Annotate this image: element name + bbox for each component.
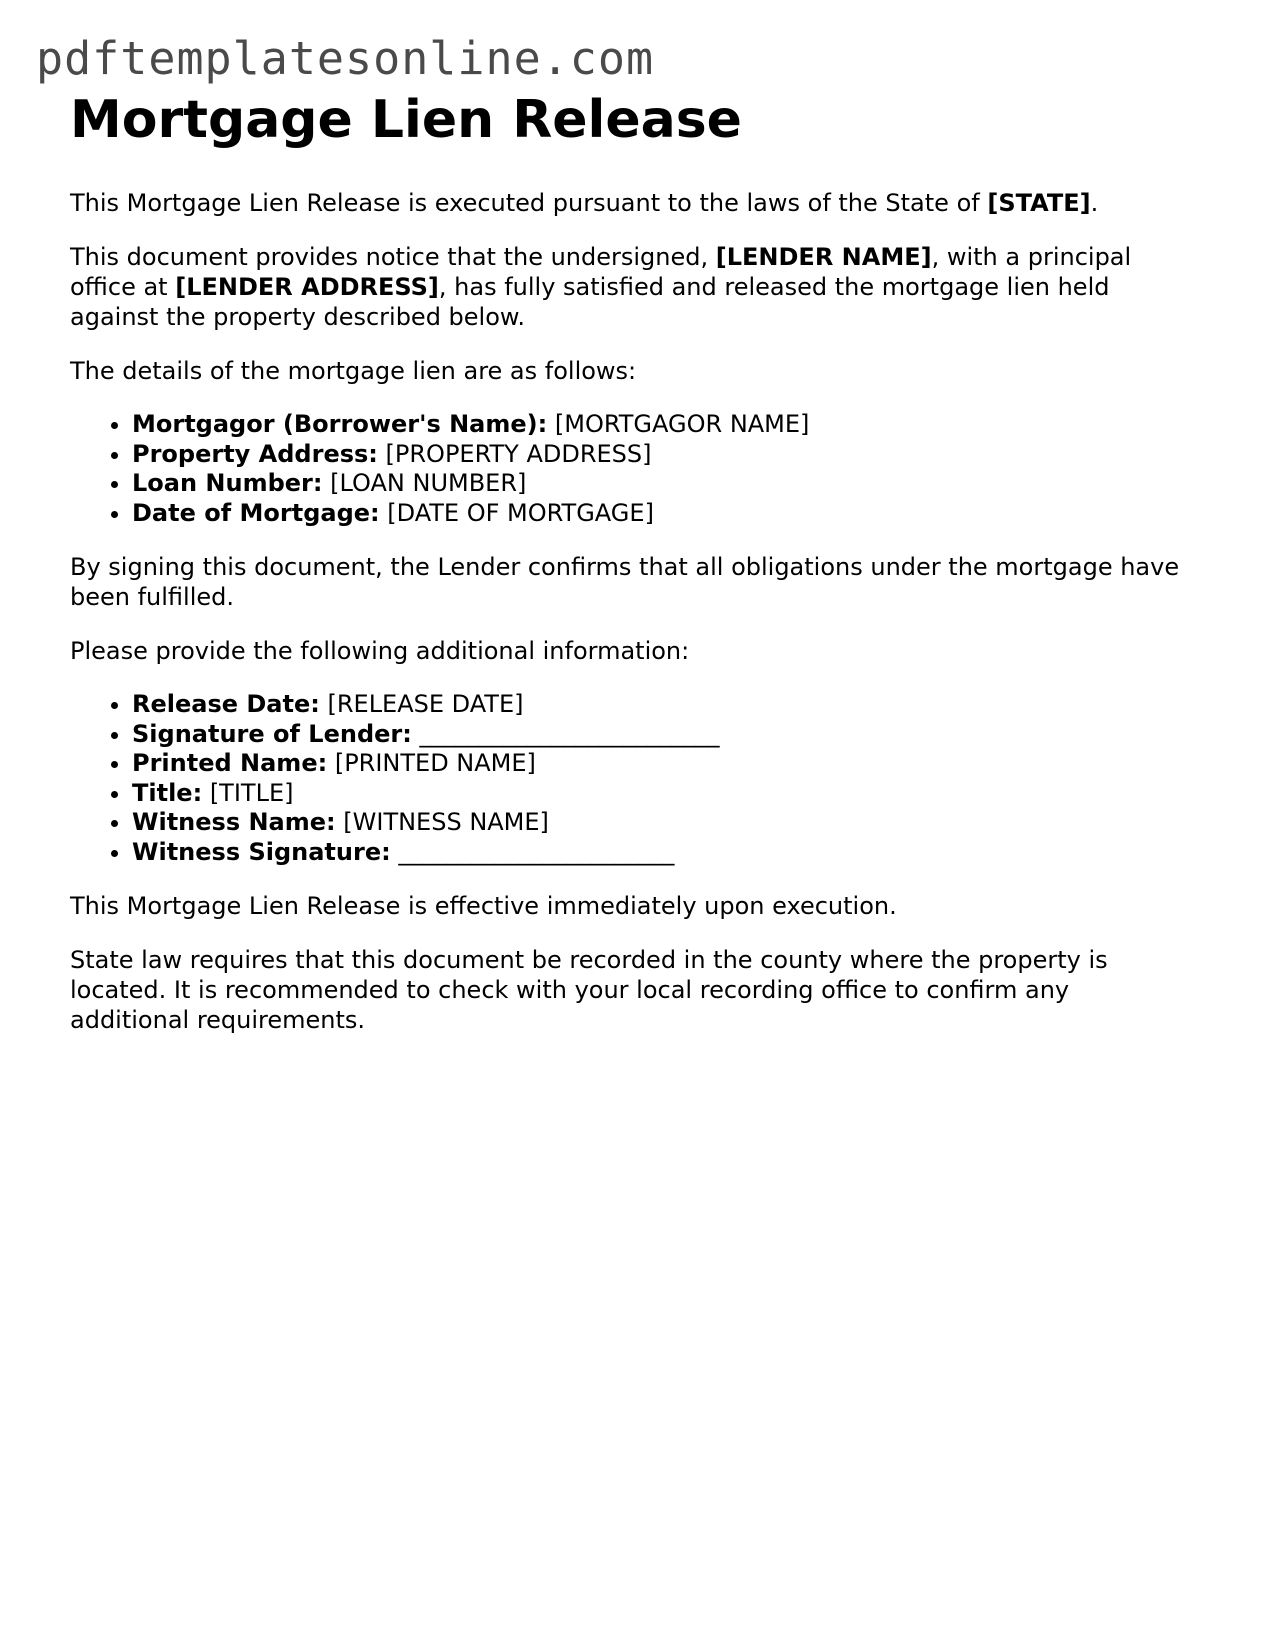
detail-label: Date of Mortgage: [132, 498, 380, 527]
list-item [132, 410, 1190, 440]
details-list [70, 410, 1190, 528]
document-body [70, 88, 1190, 1059]
list-item [132, 469, 1190, 499]
intro-paragraph [70, 188, 1190, 218]
intro-text: This Mortgage Lien Release is executed pursuant to the laws of the State of [70, 189, 988, 217]
detail-label: Mortgagor (Borrower's Name): [132, 410, 548, 438]
notice-paragraph [70, 242, 1190, 332]
additional-label: Title: [132, 778, 203, 807]
detail-label: Loan Number: [132, 469, 323, 497]
intro-period: . [1090, 189, 1099, 217]
list-item [132, 690, 1190, 720]
additional-value: [RELEASE DATE] [327, 690, 524, 718]
details-heading: The details of the mortgage lien are as follows: [70, 357, 637, 385]
notice-text-3: , has fully satisfied and released the mortgage lien held against the property described below. [70, 273, 1110, 331]
list-item [132, 749, 1190, 779]
effective-paragraph: This Mortgage Lien Release is effective immediately upon execution. [70, 892, 897, 920]
list-item [132, 808, 1190, 838]
list-item [132, 838, 1190, 868]
list-item [132, 720, 1190, 750]
detail-value: [MORTGAGOR NAME] [554, 410, 810, 438]
document-title: Mortgage Lien Release [70, 90, 742, 150]
additional-label: Signature of Lender: [132, 719, 412, 748]
list-item [132, 440, 1190, 470]
additional-value: [TITLE] [209, 778, 294, 807]
list-item [132, 779, 1190, 809]
list-item [132, 499, 1190, 529]
additional-label: Printed Name: [132, 749, 328, 777]
signature-line: _________________________ [419, 719, 720, 748]
detail-value: [PROPERTY ADDRESS] [385, 439, 652, 468]
signature-line: _______________________ [398, 837, 675, 866]
additional-label: Witness Name: [132, 808, 336, 836]
detail-value: [DATE OF MORTGAGE] [387, 498, 654, 527]
additional-label: Witness Signature: [132, 837, 391, 866]
state-law-paragraph: State law requires that this document be recorded in the county where the property is located. It is recommended to check with your local recording office to confirm any additional requirements. [70, 946, 1108, 1034]
additional-value: [PRINTED NAME] [334, 749, 536, 777]
additional-list [70, 690, 1190, 867]
lender-name-placeholder: [LENDER NAME] [715, 243, 932, 271]
detail-label: Property Address: [132, 439, 378, 468]
lender-address-placeholder: [LENDER ADDRESS] [175, 273, 439, 301]
notice-text-2: , with a principal office at [70, 243, 1132, 301]
watermark: pdftemplatesonline.com [36, 32, 655, 85]
detail-value: [LOAN NUMBER] [330, 469, 527, 497]
additional-label: Release Date: [132, 690, 320, 718]
additional-heading: Please provide the following additional information: [70, 637, 690, 665]
additional-value: [WITNESS NAME] [343, 808, 549, 836]
confirmation-paragraph: By signing this document, the Lender confirms that all obligations under the mortgage have been fulfilled. [70, 553, 1180, 611]
state-placeholder: [STATE] [987, 189, 1091, 217]
notice-text-1: This document provides notice that the undersigned, [70, 243, 716, 271]
